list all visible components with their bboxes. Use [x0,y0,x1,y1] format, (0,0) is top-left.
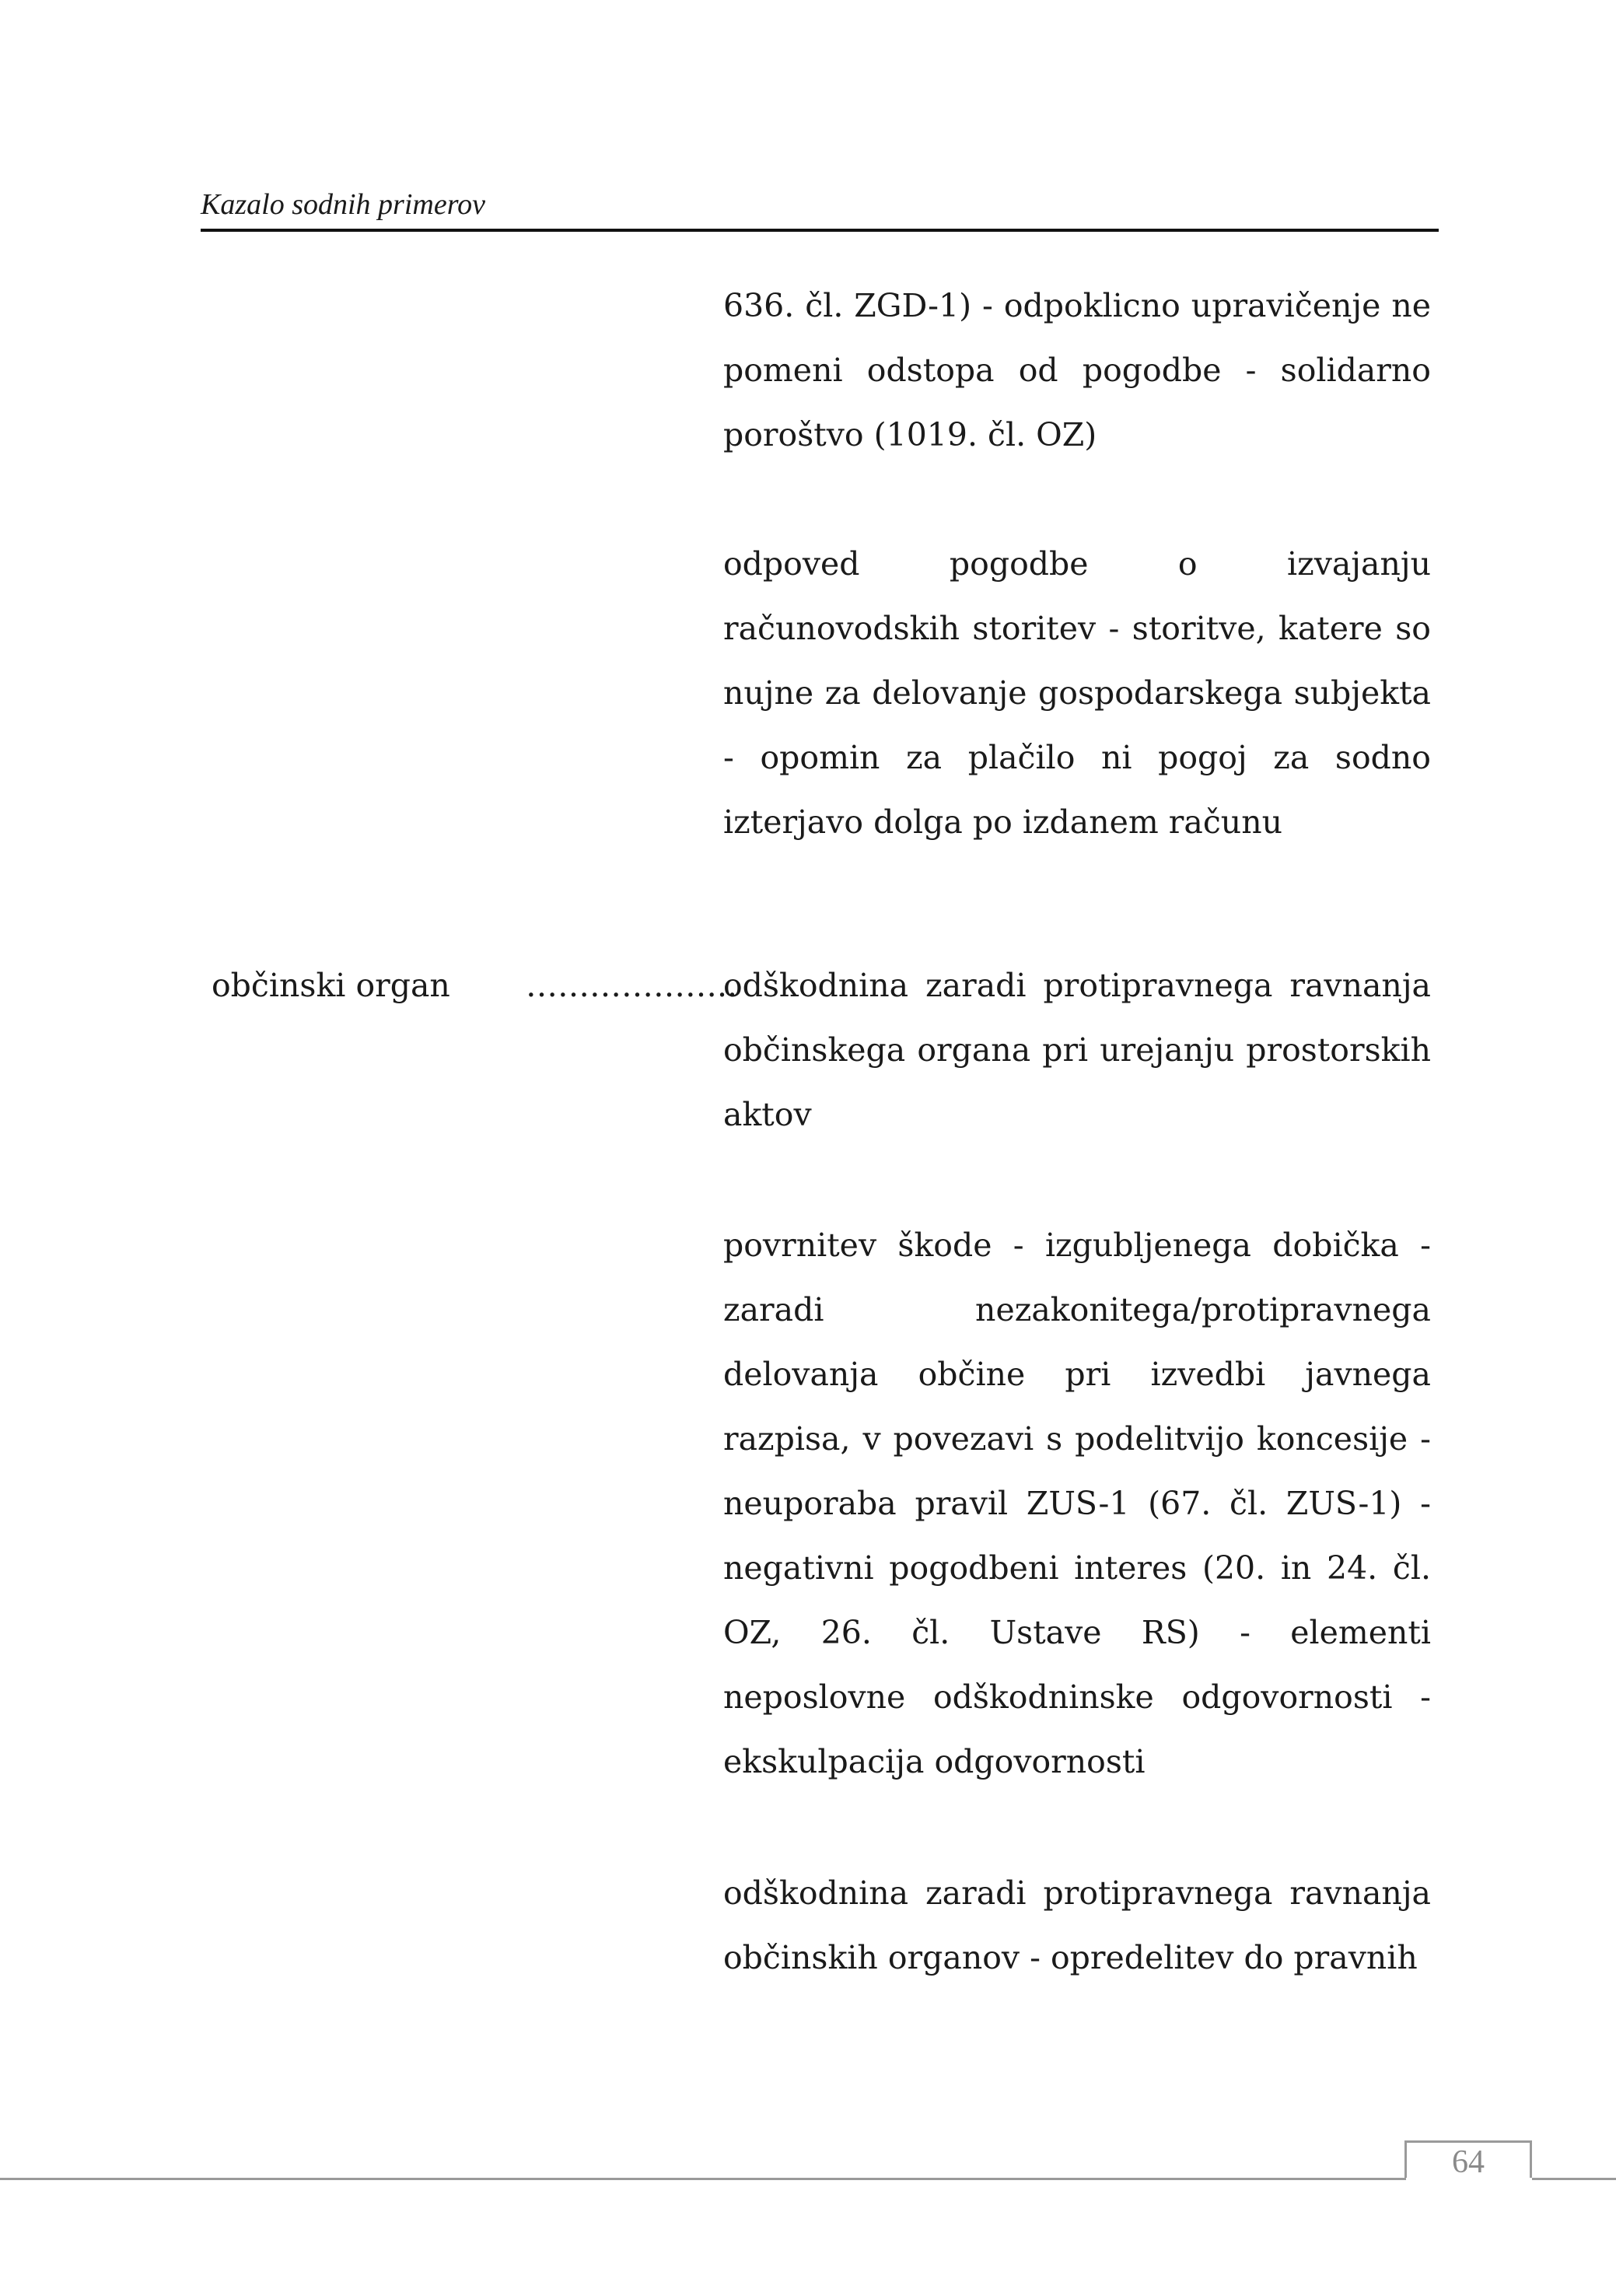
page-number: 64 [1452,2144,1485,2180]
index-entry: odškodnina zaradi protipravnega ravnanja občinskih organov - opredelitev do pravnih [723,1874,1431,1976]
index-entry: 636. čl. ZGD-1) - odpoklicno upravičenje ne pomeni odstopa od pogodbe - solidarno poroštvo (1019. čl. OZ) [723,287,1431,453]
index-term: občinski organ [212,967,450,1004]
index-entry: povrnitev škode - izgubljenega dobička - zaradi nezakonitega/protipravnega delovanja občine pri izvedbi javnega razpisa, v povezavi s podelitvijo koncesije - neuporaba pravil ZUS-1 (67. čl. ZUS-1) - negativni pogodbeni interes (20. in 24. čl. OZ, 26. čl. Ustave RS) - elementi neposlovne odškodninske odgovornosti - ekskulpacija odgovornosti [723,1227,1431,1780]
dot-leader: ……………….. [526,967,738,1004]
footer-rule [0,2178,1406,2180]
header-title: Kazalo sodnih primerov [201,188,485,221]
page-number-box [1404,2140,1532,2178]
footer-rule [1532,2178,1616,2180]
index-entry: odškodnina zaradi protipravnega ravnanja občinskega organa pri urejanju prostorskih aktov [723,967,1431,1133]
index-entry: odpoved pogodbe o izvajanju računovodskih storitev - storitve, katere so nujne za delovanje gospodarskega subjekta - opomin za plačilo ni pogoj za sodno izterjavo dolga po izdanem računu [723,545,1431,841]
